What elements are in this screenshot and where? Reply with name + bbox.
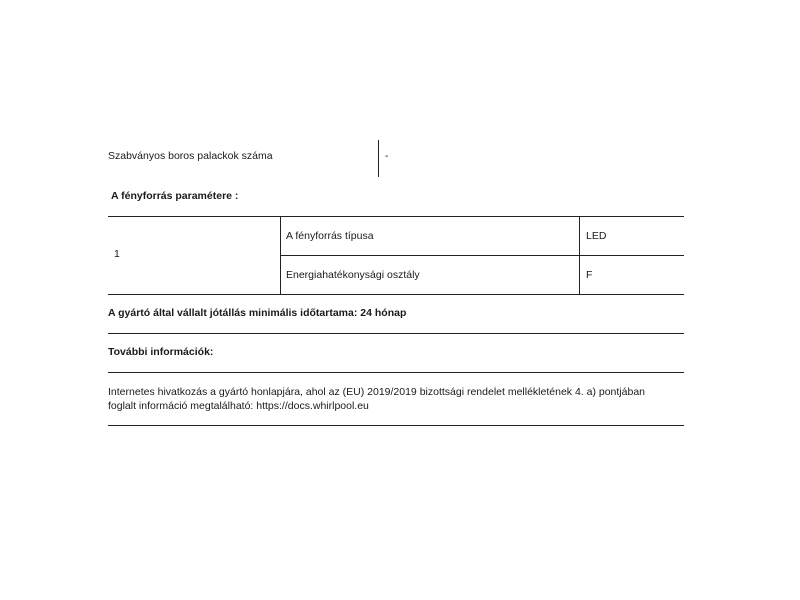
energy-class-label: Energiahatékonysági osztály [286,269,420,281]
table-column-divider-1 [280,216,281,294]
table-column-divider-2 [579,216,580,294]
table-bottom-border [108,294,684,295]
more-info-bottom-border [108,425,684,426]
light-source-index: 1 [114,248,120,260]
energy-class-value: F [586,269,593,281]
bottle-row-divider [378,140,379,177]
bottle-count-label: Szabványos boros palackok száma [108,150,273,162]
table-top-border [108,216,684,217]
more-info-title: További információk: [108,346,214,358]
light-source-title: A fényforrás paramétere : [111,190,239,202]
more-info-line-1: Internetes hivatkozás a gyártó honlapjára, ahol az (EU) 2019/2019 bizottsági rendelet mellékletének 4. a) pontjában [108,386,646,398]
table-middle-border [280,255,684,256]
bottle-count-value: - [385,150,389,162]
light-type-label: A fényforrás típusa [286,230,374,242]
warranty-bottom-border [108,333,684,334]
more-info-title-border [108,372,684,373]
light-type-value: LED [586,230,607,242]
more-info-line-2: foglalt információ megtalálható: https://docs.whirlpool.eu [108,400,369,412]
warranty-text: A gyártó által vállalt jótállás minimális időtartama: 24 hónap [108,307,407,319]
